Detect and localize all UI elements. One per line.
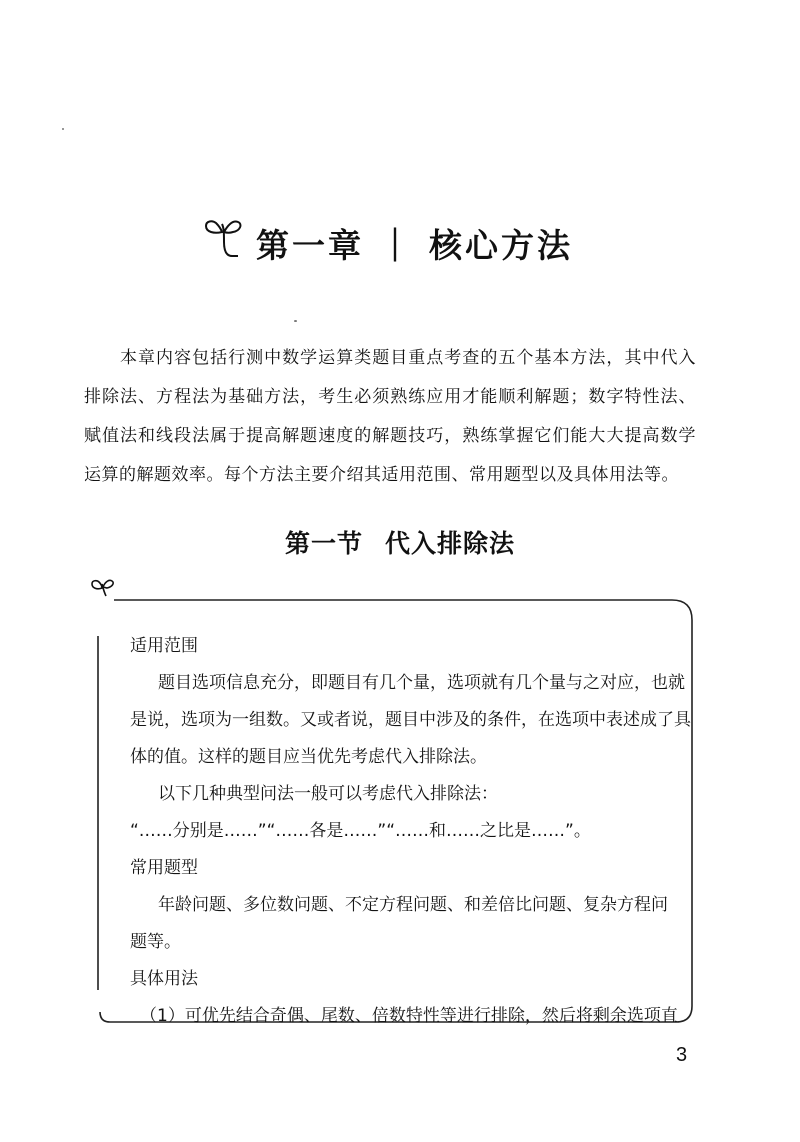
page-number: 3 (676, 1044, 688, 1066)
typical-examples: “……分别是……”“……各是……”“……和……之比是……”。 (130, 821, 591, 841)
scan-speck (62, 128, 64, 130)
scope-line: 是说，选项为一组数。又或者说，题目中涉及的条件，在选项中表述成了具 (130, 710, 691, 730)
chapter-title-text: 第一章 ｜ 核心方法 (256, 226, 573, 265)
section-name: 代入排除法 (385, 529, 516, 558)
types-line: 年龄问题、多位数问题、不定方程问题、和差倍比问题、复杂方程问 (158, 895, 668, 915)
sprout-icon (200, 216, 254, 260)
chapter-intro (84, 339, 696, 495)
types-heading: 常用题型 (130, 858, 198, 878)
section-number: 第一节 (284, 529, 363, 558)
scope-line: 体的值。这样的题目应当优先考虑代入排除法。 (130, 747, 487, 767)
typical-intro: 以下几种典型问法一般可以考虑代入排除法： (158, 784, 498, 804)
small-sprout-icon (92, 580, 113, 596)
types-line: 题等。 (130, 932, 181, 952)
scope-heading: 适用范围 (130, 636, 198, 656)
method-box (122, 628, 691, 1035)
intro-paragraph: 本章内容包括行测中数学运算类题目重点考查的五个基本方法，其中代入排除法、方程法为基础方法，考生必须熟练应用才能顺利解题；数字特性法、赋值法和线段法属于提高解题速度的解题技巧，熟练掌握它们能大大提高数学运算的解题效率。每个方法主要介绍其适用范围、常用题型以及具体用法等。 (84, 348, 696, 485)
usage-heading: 具体用法 (130, 969, 198, 989)
chapter-title (200, 214, 573, 274)
usage-line: （1）可优先结合奇偶、尾数、倍数特性等进行排除，然后将剩余选项直 (140, 1006, 678, 1026)
scope-line: 题目选项信息充分，即题目有几个量，选项就有几个量与之对应，也就 (158, 673, 685, 693)
section-title (0, 524, 800, 560)
scan-speck (294, 320, 297, 322)
